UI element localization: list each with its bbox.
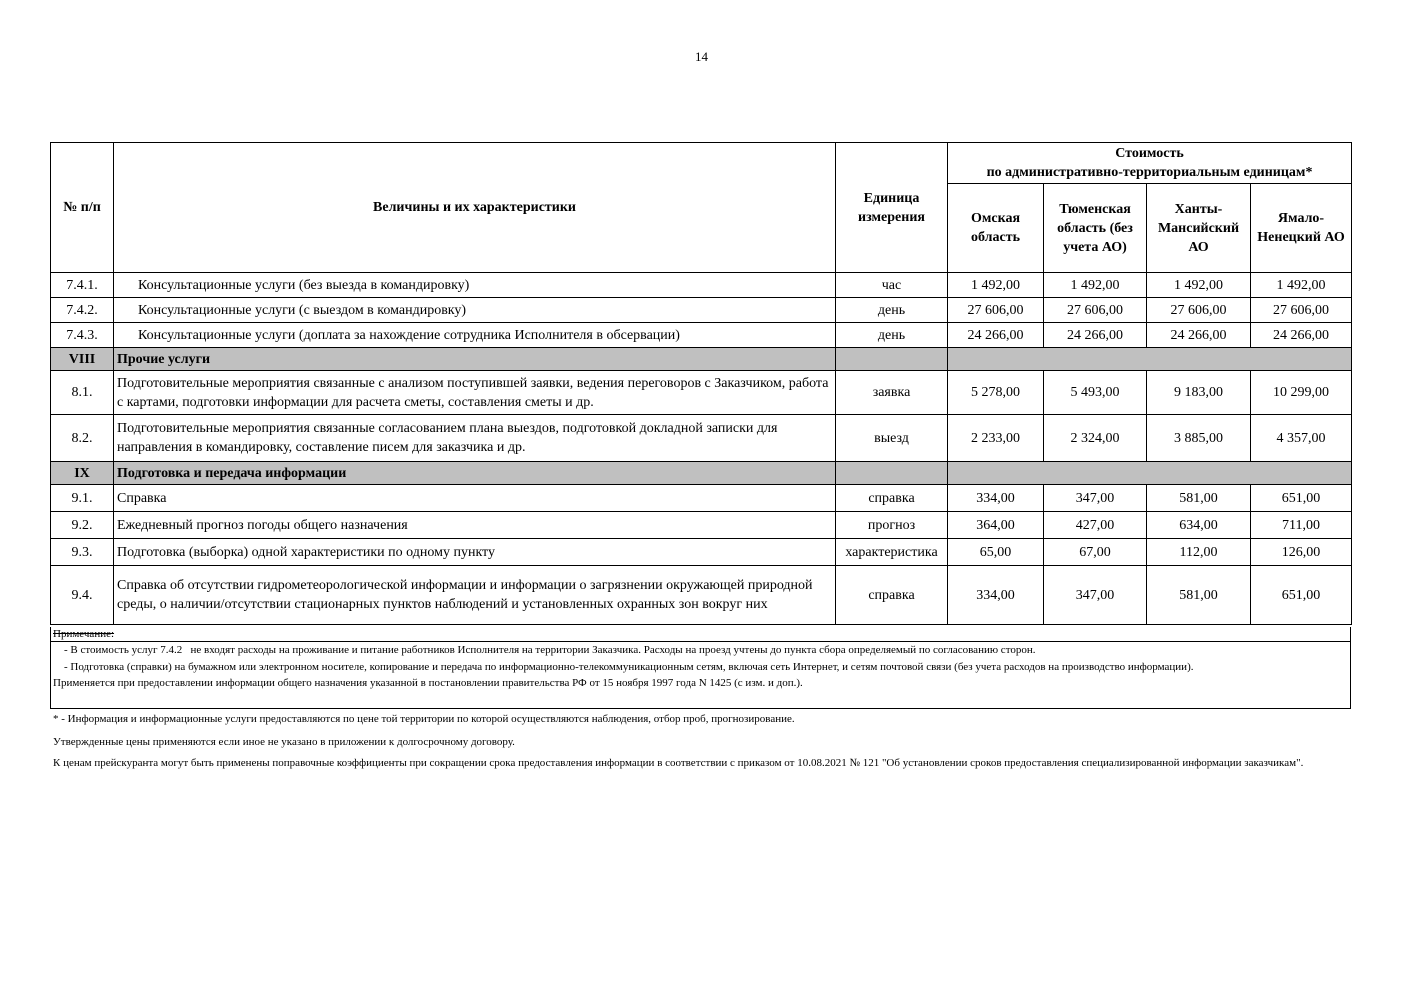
- row-num: 9.1.: [51, 485, 114, 512]
- header-name: Величины и их характеристики: [114, 143, 836, 273]
- notes-title: Примечание:: [53, 628, 115, 640]
- header-region: Омская область: [948, 184, 1044, 273]
- table-row: [51, 371, 1352, 415]
- row-num: 8.2.: [51, 415, 114, 462]
- table-row: [51, 566, 1352, 625]
- row-unit: день: [836, 323, 948, 348]
- row-price: 27 606,00: [1044, 298, 1147, 323]
- row-unit: справка: [836, 485, 948, 512]
- row-name: Справка об отсутствии гидрометеорологической информации и информации о загрязнении окружающей природной среды, о наличии/отсутствии стационарных пунктов наблюдений и установленных охранных зон вокруг них: [114, 566, 836, 625]
- header-num: № п/п: [51, 143, 114, 273]
- row-price: 364,00: [948, 512, 1044, 539]
- row-price: 126,00: [1251, 539, 1352, 566]
- row-price: 711,00: [1251, 512, 1352, 539]
- row-unit: прогноз: [836, 512, 948, 539]
- row-num: 8.1.: [51, 371, 114, 415]
- footnote-star: * - Информация и информационные услуги предоставляются по цене той территории по которой осуществляются наблюдения, отбор проб, прогнозирование.: [53, 713, 795, 725]
- row-price: 4 357,00: [1251, 415, 1352, 462]
- section-title: Подготовка и передача информации: [114, 462, 836, 485]
- row-price: 67,00: [1044, 539, 1147, 566]
- row-num: 9.4.: [51, 566, 114, 625]
- row-price: 24 266,00: [1044, 323, 1147, 348]
- row-price: 3 885,00: [1147, 415, 1251, 462]
- row-price: 9 183,00: [1147, 371, 1251, 415]
- section-row: [51, 348, 1352, 371]
- footnote-approved: Утвержденные цены применяются если иное не указано в приложении к долгосрочному договору.: [53, 736, 515, 748]
- row-name: Консультационные услуги (без выезда в командировку): [114, 273, 836, 298]
- row-num: 7.4.3.: [51, 323, 114, 348]
- row-unit: справка: [836, 566, 948, 625]
- note-line: Применяется при предоставлении информации общего назначения указанной в постановлении правительства РФ от 15 ноября 1997 года N 1425 (с изм. и доп.).: [53, 677, 803, 689]
- row-price: 347,00: [1044, 566, 1147, 625]
- header-unit: Единица измерения: [836, 143, 948, 273]
- row-price: 1 492,00: [1147, 273, 1251, 298]
- section-title: Прочие услуги: [114, 348, 836, 371]
- row-name: Подготовительные мероприятия связанные с анализом поступившей заявки, ведения переговоров с Заказчиком, работа с картами, подготовки информации для расчета сметы, составления сметы и др.: [114, 371, 836, 415]
- row-price: 27 606,00: [1147, 298, 1251, 323]
- row-price: 112,00: [1147, 539, 1251, 566]
- row-price: 24 266,00: [948, 323, 1044, 348]
- row-price: 27 606,00: [1251, 298, 1352, 323]
- row-name: Консультационные услуги (доплата за нахождение сотрудника Исполнителя в обсервации): [114, 323, 836, 348]
- row-price: 27 606,00: [948, 298, 1044, 323]
- row-num: 9.3.: [51, 539, 114, 566]
- row-price: 634,00: [1147, 512, 1251, 539]
- row-price: 1 492,00: [1251, 273, 1352, 298]
- row-num: 7.4.2.: [51, 298, 114, 323]
- row-price: 2 233,00: [948, 415, 1044, 462]
- header-cost: [948, 143, 1352, 184]
- row-name: Справка: [114, 485, 836, 512]
- header-cost-title: Стоимость: [1115, 146, 1184, 161]
- row-price: 427,00: [1044, 512, 1147, 539]
- note-line: - В стоимость услуг 7.4.2 не входят расходы на проживание и питание работников Исполнителя на территории Заказчика. Расходы на проезд учтены до пункта сбора определяемый по согласованию сторон.: [53, 644, 1036, 656]
- section-num: VIII: [51, 348, 114, 371]
- table-row: [51, 485, 1352, 512]
- row-price: 1 492,00: [948, 273, 1044, 298]
- row-name: Подготовительные мероприятия связанные согласованием плана выездов, подготовкой докладной записки для направления в командировку, составление писем для заказчика и др.: [114, 415, 836, 462]
- row-price: 651,00: [1251, 485, 1352, 512]
- row-price: 24 266,00: [1147, 323, 1251, 348]
- table-row: [51, 512, 1352, 539]
- row-unit: день: [836, 298, 948, 323]
- row-price: 581,00: [1147, 485, 1251, 512]
- section-row: [51, 462, 1352, 485]
- section-num: IX: [51, 462, 114, 485]
- header-region: Ямало-Ненецкий АО: [1251, 184, 1352, 273]
- row-price: 651,00: [1251, 566, 1352, 625]
- table-row: [51, 298, 1352, 323]
- row-name: Ежедневный прогноз погоды общего назначения: [114, 512, 836, 539]
- row-price: 1 492,00: [1044, 273, 1147, 298]
- table-row: [51, 415, 1352, 462]
- header-cost-subtitle: по административно-территориальным единицам*: [986, 165, 1313, 180]
- row-price: 5 493,00: [1044, 371, 1147, 415]
- row-price: 10 299,00: [1251, 371, 1352, 415]
- row-price: 65,00: [948, 539, 1044, 566]
- row-unit: характеристика: [836, 539, 948, 566]
- row-price: 334,00: [948, 485, 1044, 512]
- table-row: [51, 539, 1352, 566]
- row-price: 5 278,00: [948, 371, 1044, 415]
- page-number: 14: [695, 49, 708, 64]
- row-price: 347,00: [1044, 485, 1147, 512]
- row-price: 24 266,00: [1251, 323, 1352, 348]
- row-unit: выезд: [836, 415, 948, 462]
- row-unit: заявка: [836, 371, 948, 415]
- row-price: 2 324,00: [1044, 415, 1147, 462]
- table-row: [51, 273, 1352, 298]
- header-region: Ханты-Мансийский АО: [1147, 184, 1251, 273]
- row-name: Подготовка (выборка) одной характеристики по одному пункту: [114, 539, 836, 566]
- table-row: [51, 323, 1352, 348]
- header-region: Тюменская область (без учета АО): [1044, 184, 1147, 273]
- row-price: 581,00: [1147, 566, 1251, 625]
- price-table: [50, 142, 1352, 625]
- row-name: Консультационные услуги (с выездом в командировку): [114, 298, 836, 323]
- footnote-coefficients: К ценам прейскуранта могут быть применены поправочные коэффициенты при сокращении срока предоставления информации в соответствии с приказом от 10.08.2021 № 121 "Об установлении сроков предоставления специализированной информации заказчикам".: [53, 757, 1304, 769]
- row-num: 7.4.1.: [51, 273, 114, 298]
- row-price: 334,00: [948, 566, 1044, 625]
- row-unit: час: [836, 273, 948, 298]
- note-line: - Подготовка (справки) на бумажном или электронном носителе, копирование и передача по информационно-телекоммуникационным сетям, включая сеть Интернет, и сетям почтовой связи (без учета расходов на производство информации).: [53, 660, 1194, 673]
- row-num: 9.2.: [51, 512, 114, 539]
- notes-box: [50, 627, 1351, 709]
